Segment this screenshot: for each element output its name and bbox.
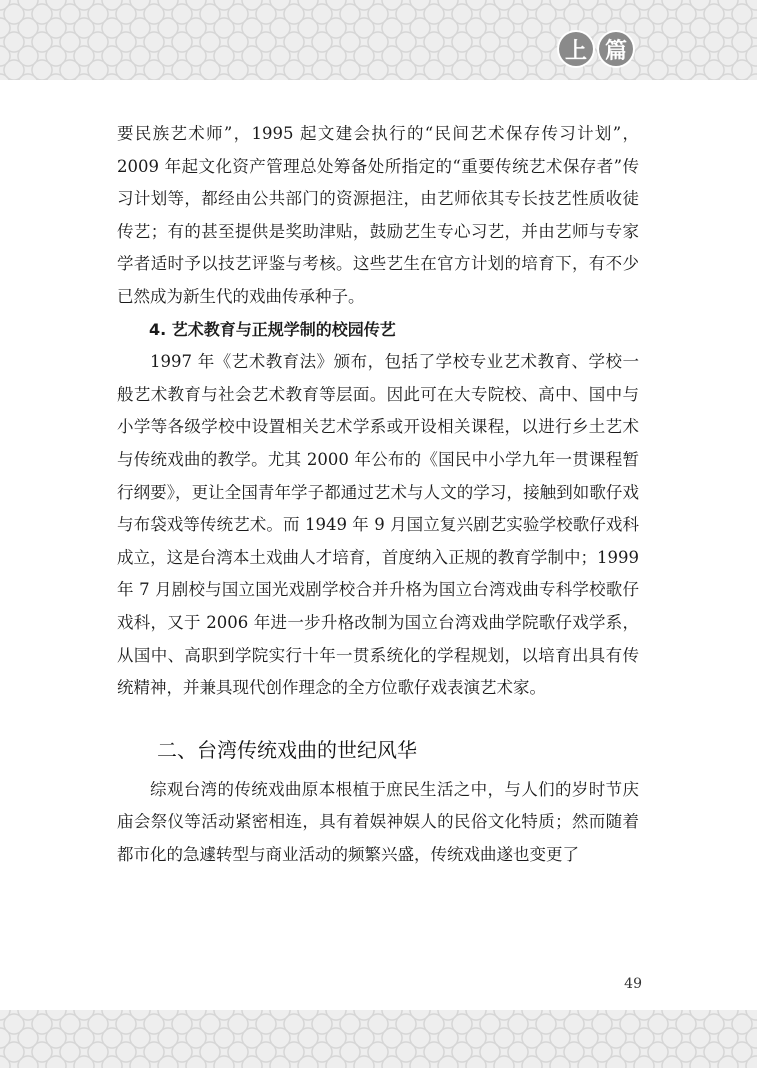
paragraph-continued: 要民族艺术师”，1995 起文建会执行的“民间艺术保存传习计划”，2009 年起文化资产管理总处筹备处所指定的“重要传统艺术保存者”传习计划等，都经由公共部门的资源挹注，由艺师依其专长技艺性质收徒传艺；有的甚至提供是奖助津贴，鼓励艺生专心习艺，并由艺师与专家学者适时予以技艺评鉴与考核。这些艺生在官方计划的培育下，有不少已然成为新生代的戏曲传承种子。 xyxy=(117,124,639,306)
section-heading-2: 二、台湾传统戏曲的世纪风华 xyxy=(157,737,417,762)
page-number: 49 xyxy=(624,976,642,992)
page-body xyxy=(117,118,639,871)
footer-pattern-band xyxy=(0,1010,757,1068)
paragraph-arts-education: 1997 年《艺术教育法》颁布，包括了学校专业艺术教育、学校一般艺术教育与社会艺术教育等层面。因此可在大专院校、高中、国中与小学等各级学校中设置相关艺术学系或开设相关课程，以进行乡土艺术与传统戏曲的教学。尤其 2000 年公布的《国民中小学九年一贯课程暂行纲要》，更让全国青年学子都通过艺术与人文的学习，接触到如歌仔戏与布袋戏等传统艺术。而 1949 年 9 月国立复兴剧艺实验学校歌仔戏科成立，这是台湾本土戏曲人才培育，首度纳入正规的教育学制中；1999 年 7 月剧校与国立国光戏剧学校合并升格为国立台湾戏曲专科学校歌仔戏科，又于 2006 年进一步升格改制为国立台湾戏曲学院歌仔戏学系，从国中、高职到学院实行十年一贯系统化的学程规划，以培育出具有传统精神，并兼具现代创作理念的全方位歌仔戏表演艺术家。 xyxy=(117,352,639,698)
paragraph-section-2: 综观台湾的传统戏曲原本根植于庶民生活之中，与人们的岁时节庆庙会祭仪等活动紧密相连，具有着娱神娱人的民俗文化特质；然而随着都市化的急遽转型与商业活动的频繁兴盛，传统戏曲遂也变更了 xyxy=(117,779,639,864)
section-badge-2: 篇 xyxy=(599,32,633,66)
subheading-arts-education: 4. 艺术教育与正规学制的校园传艺 xyxy=(149,319,396,339)
header-pattern-band xyxy=(0,0,757,80)
section-badge-1: 上 xyxy=(559,32,593,66)
